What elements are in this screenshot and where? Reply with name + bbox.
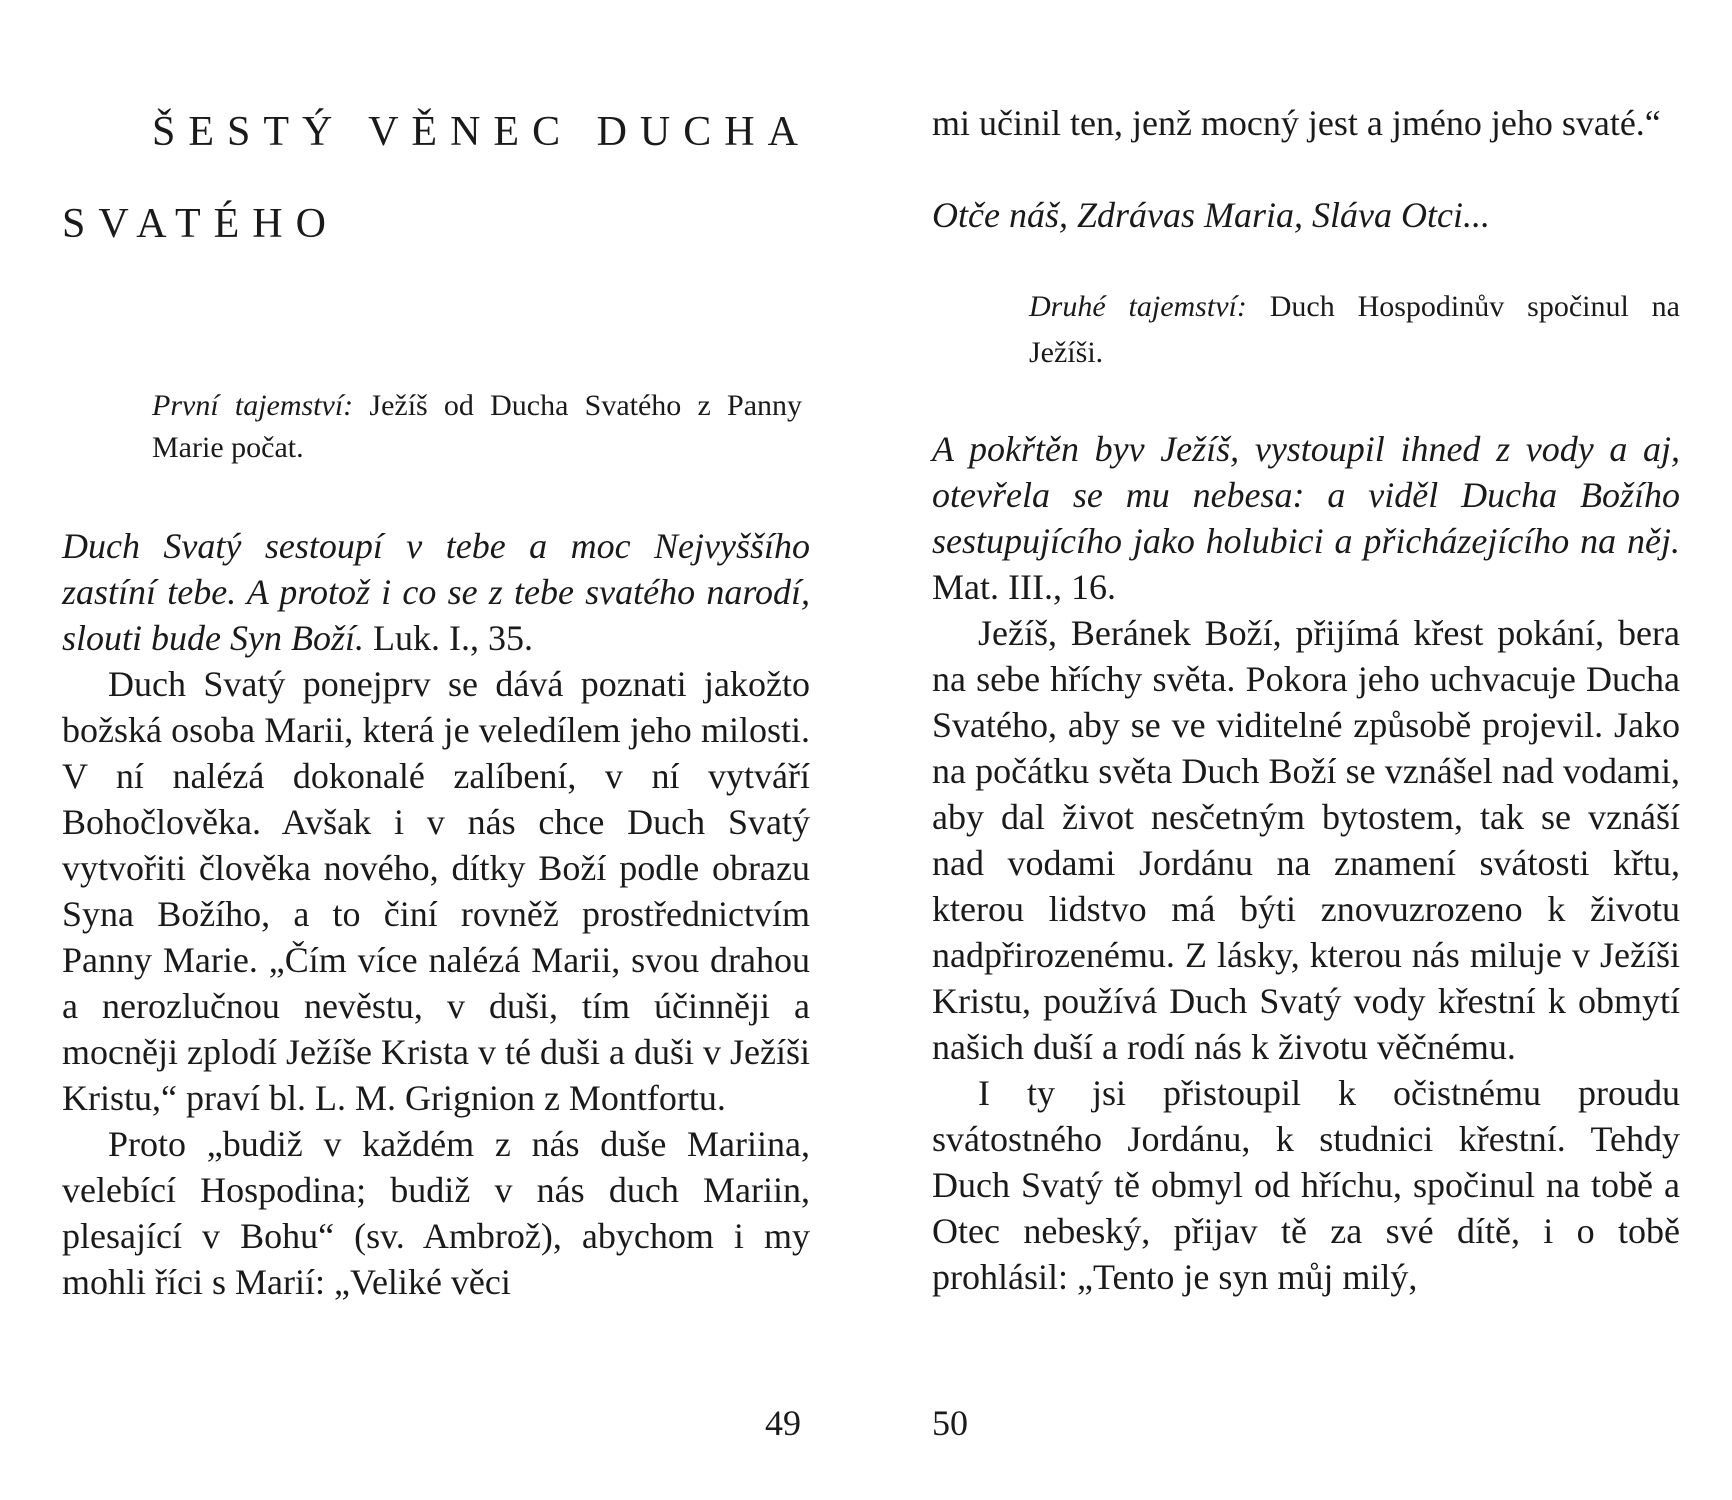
quote-reference: Luk. I., 35. xyxy=(372,618,533,658)
paragraph: I ty jsi přistoupil k očistnému proudu svátostného Jordánu, k studnici křestní. Tehdy Duch Svatý tě obmyl od hříchu, spočinul na tobě a Otec nebeský, přijav tě za své dítě, i o tobě prohlásil: „Tento je syn můj milý, xyxy=(932,1073,1680,1297)
right-page xyxy=(866,0,1732,1500)
mystery-heading-first xyxy=(152,385,802,469)
quote-text: Duch Svatý sestoupí v tebe a moc Nejvyššího zastíní tebe. A protož i co se z tebe svatého narodí, slouti bude Syn Boží. xyxy=(62,526,810,658)
page-number-left: 49 xyxy=(765,1403,801,1443)
body-text-right xyxy=(932,610,1680,1300)
paragraph: Proto „budiž v každém z nás duše Mariina, velebící Hospodina; budiž v nás duch Mariin, plesající v Bohu“ (sv. Ambrož), abychom i my mohli říci s Marií: „Veliké věci xyxy=(62,1124,810,1302)
paragraph: Duch Svatý ponejprv se dává poznati jakožto božská osoba Marii, která je veledílem jeho milosti. V ní nalézá dokonalé zalíbení, v ní vytváří Bohočlověka. Avšak i v nás chce Duch Svatý vytvořiti člověka nového, dítky Boží podle obrazu Syna Božího, a to činí rovněž prostřednictvím Panny Marie. „Čím více nalézá Marii, svou drahou a nerozlučnou nevěstu, v duši, tím účinněji a mocněji zplodí Ježíše Krista v té duši a duši v Ježíši Kristu,“ praví bl. L. M. Grignion z Montfortu. xyxy=(62,664,810,1118)
chapter-title-line-1: ŠESTÝ VĚNEC DUCHA xyxy=(152,109,811,155)
scripture-quote-left xyxy=(62,523,810,661)
scripture-quote-right xyxy=(932,426,1680,610)
page-number-right: 50 xyxy=(932,1403,968,1443)
mystery-text: Duch Hospodinův spočinul na Ježíši. xyxy=(1029,290,1680,369)
mystery-text: Ježíš od Ducha Svatého z Panny Marie počat. xyxy=(152,389,803,464)
prayer-line: Otče náš, Zdrávas Maria, Sláva Otci... xyxy=(932,195,1490,235)
mystery-heading-second xyxy=(1029,284,1680,376)
mystery-label: Druhé tajemství: xyxy=(1029,290,1247,323)
paragraph: Ježíš, Beránek Boží, přijímá křest pokání, bera na sebe hříchy světa. Pokora jeho uchvacuje Ducha Svatého, aby se ve viditelné způsobě projevil. Jako na počátku světa Duch Boží se vznášel nad vodami, aby dal život nesčetným bytostem, tak se vznáší nad vodami Jordánu na znamení svátosti křtu, kterou lidstvo má býti znovuzrozeno k životu nadpřirozenému. Z lásky, kterou nás miluje v Ježíši Kristu, používá Duch Svatý vody křestní k obmytí našich duší a rodí nás k životu věčnému. xyxy=(932,613,1680,1067)
chapter-title-line-2: SVATÉHO xyxy=(62,201,339,247)
body-text-left xyxy=(62,661,810,1305)
mystery-label: První tajemství: xyxy=(152,389,354,422)
quote-text: A pokřtěn byv Ježíš, vystoupil ihned z vody a aj, otevřela se mu nebesa: a viděl Ducha Božího sestupujícího jako holubici a přicházejícího na něj. xyxy=(932,429,1680,561)
continued-text: mi učinil ten, jenž mocný jest a jméno jeho svaté.“ xyxy=(932,103,1661,143)
quote-reference: Mat. III., 16. xyxy=(932,567,1116,607)
